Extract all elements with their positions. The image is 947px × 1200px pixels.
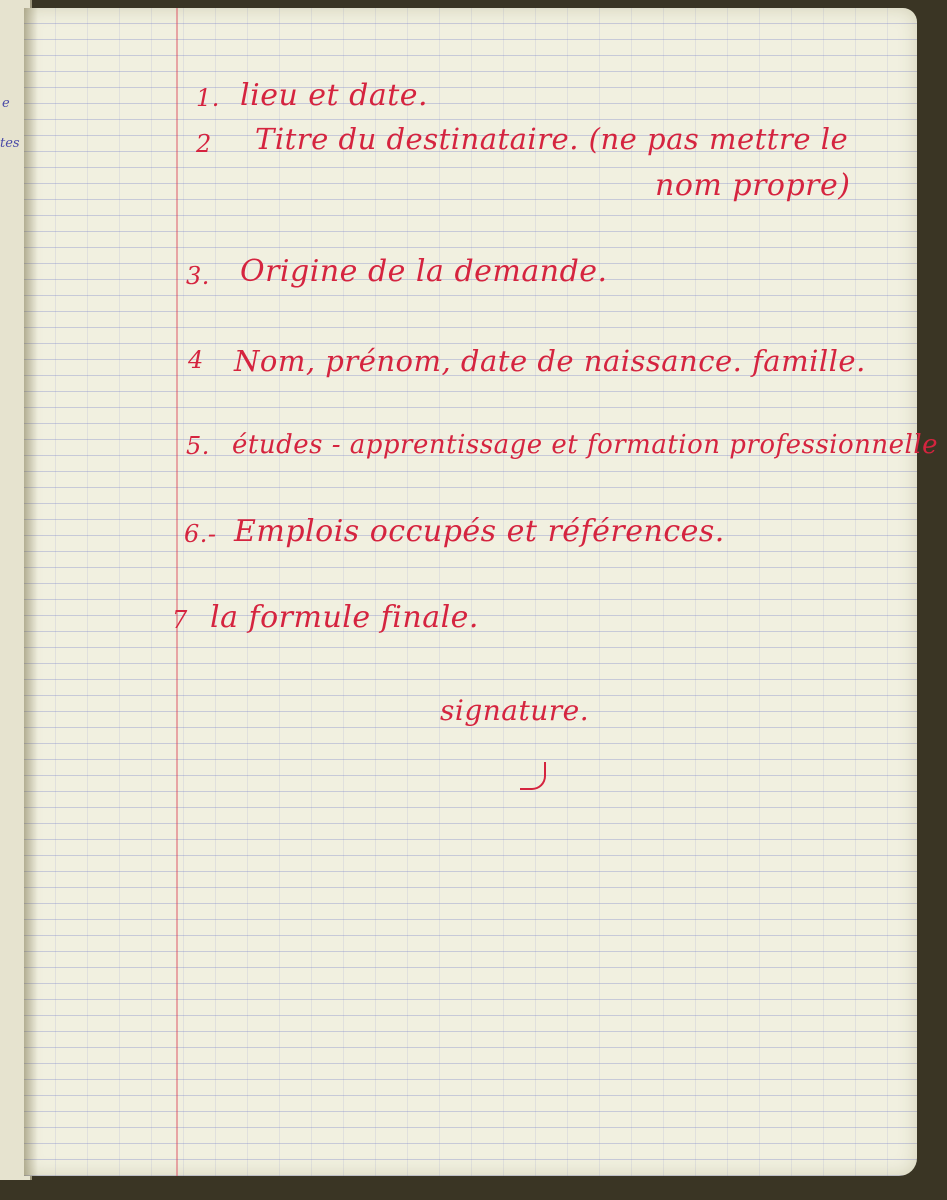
item-number: 4 bbox=[188, 346, 204, 374]
item-text: la formule finale. bbox=[210, 600, 479, 635]
item-number: 2 bbox=[196, 130, 212, 158]
spine-shadow bbox=[24, 8, 38, 1176]
left-page-fragment: e bbox=[2, 96, 10, 111]
item-number: 7 bbox=[172, 606, 188, 634]
signature-label: signature. bbox=[440, 694, 590, 727]
item-text: Nom, prénom, date de naissance. famille. bbox=[234, 344, 866, 378]
item-text: Origine de la demande. bbox=[240, 254, 608, 289]
left-page-fragment: tes bbox=[0, 136, 20, 151]
item-text: Titre du destinataire. (ne pas mettre le bbox=[255, 122, 849, 156]
item-number: 5. bbox=[186, 432, 210, 460]
item-number: 6.- bbox=[184, 520, 217, 548]
item-number: 3. bbox=[186, 262, 210, 290]
item-text-continuation: nom propre) bbox=[655, 168, 851, 203]
margin-line bbox=[176, 8, 178, 1176]
item-number: 1. bbox=[196, 84, 220, 112]
item-text: lieu et date. bbox=[240, 78, 429, 113]
item-text: Emplois occupés et références. bbox=[234, 514, 725, 549]
item-text: études - apprentissage et formation professionnelle bbox=[232, 430, 939, 460]
